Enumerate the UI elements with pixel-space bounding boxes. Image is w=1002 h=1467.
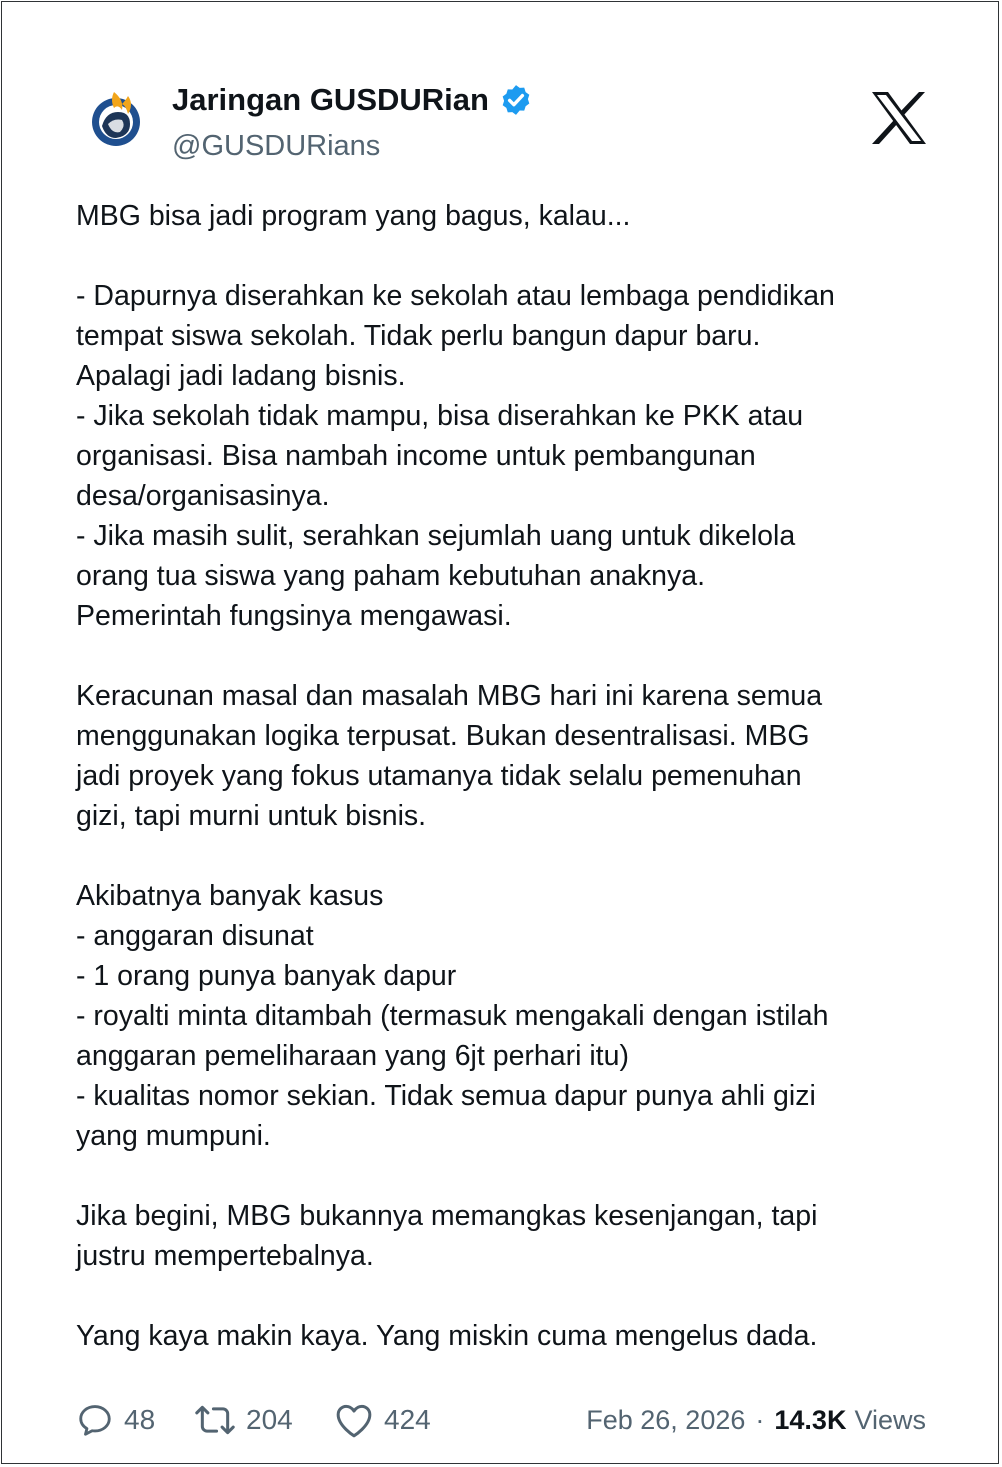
reply-count: 48 — [124, 1404, 156, 1435]
x-logo-icon[interactable] — [870, 90, 928, 146]
tweet-card — [1, 1, 999, 1464]
tweet-text-line: - royalti minta ditambah (termasuk mengakali dengan istilah — [76, 1000, 829, 1032]
verified-badge-icon — [499, 83, 533, 117]
tweet-text-line: yang mumpuni. — [76, 1120, 271, 1152]
tweet-text-line: justru mempertebalnya. — [76, 1240, 374, 1272]
tweet-text-line: Pemerintah fungsinya mengawasi. — [76, 600, 512, 632]
gusdurian-logo-icon[interactable] — [84, 86, 148, 150]
tweet-text-line: anggaran pemeliharaan yang 6jt perhari itu) — [76, 1040, 629, 1072]
tweet-text-line: MBG bisa jadi program yang bagus, kalau... — [76, 200, 631, 232]
tweet-blank-line — [76, 836, 956, 876]
author-handle[interactable]: @GUSDURians — [172, 130, 381, 162]
like-button[interactable] — [334, 1401, 431, 1439]
tweet-blank-line — [76, 636, 956, 676]
repost-count: 204 — [246, 1404, 293, 1435]
reply-button[interactable] — [76, 1401, 194, 1439]
tweet-meta — [586, 1396, 926, 1444]
tweet-text-line: Apalagi jadi ladang bisnis. — [76, 360, 406, 392]
tweet-actions — [76, 1396, 431, 1444]
author-name[interactable] — [172, 78, 533, 122]
tweet-text-line: Keracunan masal dan masalah MBG hari ini karena semua — [76, 680, 823, 712]
reply-icon — [76, 1401, 114, 1439]
tweet-blank-line — [76, 1276, 956, 1316]
views-label: Views — [854, 1404, 926, 1435]
tweet-text-line: organisasi. Bisa nambah income untuk pembangunan — [76, 440, 756, 472]
like-count: 424 — [384, 1404, 431, 1435]
tweet-text-line: desa/organisasinya. — [76, 480, 330, 512]
tweet-text-line: jadi proyek yang fokus utamanya tidak selalu pemenuhan — [76, 760, 802, 792]
tweet-text-line: menggunakan logika terpusat. Bukan desentralisasi. MBG — [76, 720, 810, 752]
tweet-text-line: Jika begini, MBG bukannya memangkas kesenjangan, tapi — [76, 1200, 818, 1232]
tweet-blank-line — [76, 236, 956, 276]
tweet-text-line: Yang kaya makin kaya. Yang miskin cuma mengelus dada. — [76, 1320, 818, 1352]
tweet-text-line: - Jika sekolah tidak mampu, bisa diserahkan ke PKK atau — [76, 400, 804, 432]
tweet-blank-line — [76, 1156, 956, 1196]
tweet-text-line: Akibatnya banyak kasus — [76, 880, 384, 912]
tweet-text — [76, 196, 956, 1356]
author-display-name[interactable]: Jaringan GUSDURian — [172, 82, 489, 117]
views-count: 14.3K — [774, 1404, 847, 1435]
tweet-text-line: - Dapurnya diserahkan ke sekolah atau lembaga pendidikan — [76, 280, 835, 312]
tweet-text-line: - 1 orang punya banyak dapur — [76, 960, 457, 992]
heart-icon — [334, 1401, 374, 1439]
tweet-text-line: - kualitas nomor sekian. Tidak semua dapur punya ahli gizi — [76, 1080, 816, 1112]
repost-button[interactable] — [194, 1401, 334, 1439]
tweet-text-line: - Jika masih sulit, serahkan sejumlah uang untuk dikelola — [76, 520, 796, 552]
tweet-text-line: - anggaran disunat — [76, 920, 314, 952]
tweet-date[interactable]: Feb 26, 2026 — [586, 1404, 746, 1435]
repost-icon — [194, 1401, 236, 1439]
tweet-text-line: gizi, tapi murni untuk bisnis. — [76, 800, 427, 832]
tweet-text-line: orang tua siswa yang paham kebutuhan anaknya. — [76, 560, 706, 592]
meta-separator: · — [755, 1404, 765, 1435]
tweet-text-line: tempat siswa sekolah. Tidak perlu bangun dapur baru. — [76, 320, 761, 352]
